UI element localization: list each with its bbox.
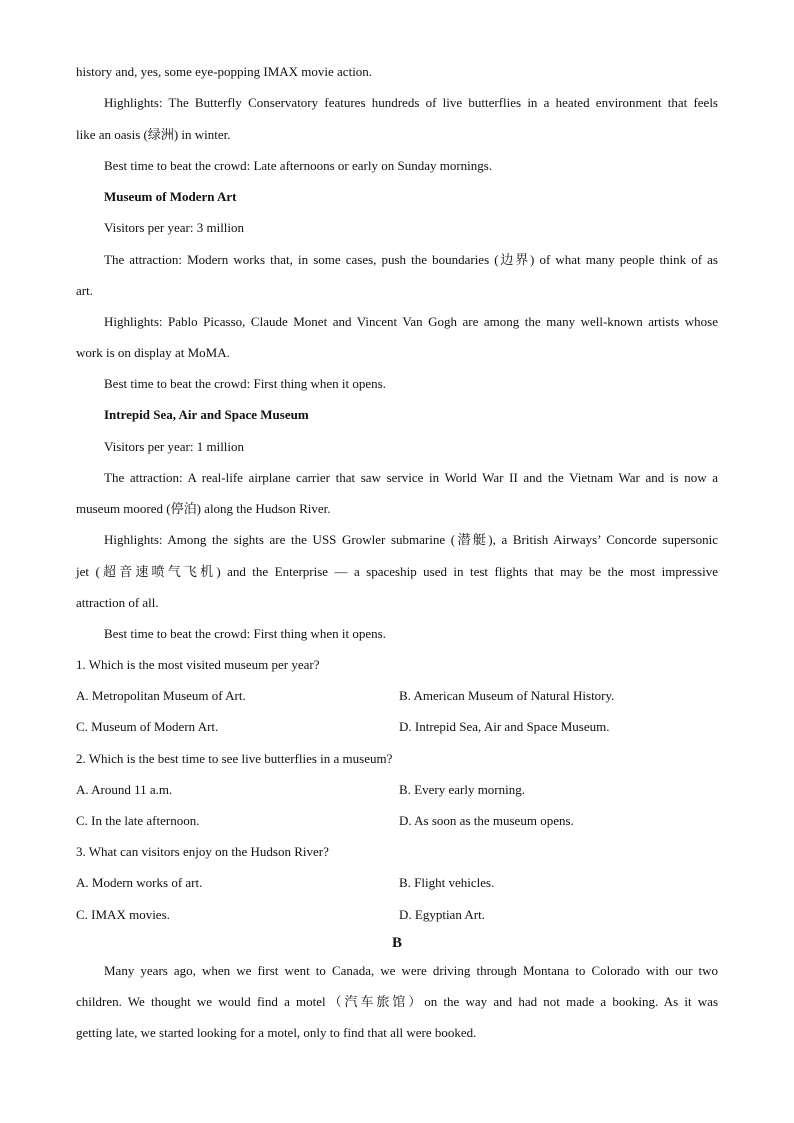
intrepid-highlights-line1: Highlights: Among the sights are the USS Growler submarine (潜艇), a British Airways’ Concorde supersonic [104,532,718,547]
intrepid-highlights-line2: jet (超音速喷气飞机) and the Enterprise — a spaceship used in test flights that may be the most impressive [76,564,718,579]
passage-b-line3: getting late, we started looking for a motel, only to find that all were booked. [76,1025,477,1040]
intro-tail-text: history and, yes, some eye-popping IMAX movie action. [76,64,373,79]
natural-history-highlights-line2: like an oasis (绿洲) in winter. [76,127,231,142]
question-2-option-b[interactable]: B. Every early morning. [399,782,525,797]
natural-history-best-time: Best time to beat the crowd: Late afternoons or early on Sunday mornings. [104,158,493,173]
moma-attraction-line1: The attraction: Modern works that, in some cases, push the boundaries (边界) of what many people think of as [104,252,718,267]
intrepid-highlights-line3: attraction of all. [76,595,159,610]
question-3-option-c[interactable]: C. IMAX movies. [76,907,170,922]
moma-title: Museum of Modern Art [104,189,237,204]
passage-b-line2: children. We thought we would find a motel（汽车旅馆）on the way and had not made a booking. As it was [76,994,718,1009]
moma-best-time: Best time to beat the crowd: First thing when it opens. [104,376,386,391]
passage-b-line1: Many years ago, when we first went to Canada, we were driving through Montana to Colorado with our two [104,963,718,978]
question-1-option-d[interactable]: D. Intrepid Sea, Air and Space Museum. [399,719,610,734]
question-2-option-d[interactable]: D. As soon as the museum opens. [399,813,574,828]
question-3-option-d[interactable]: D. Egyptian Art. [399,907,485,922]
question-1-option-b[interactable]: B. American Museum of Natural History. [399,688,615,703]
question-1-option-a[interactable]: A. Metropolitan Museum of Art. [76,688,246,703]
question-3-stem: 3. What can visitors enjoy on the Hudson River? [76,844,329,859]
intrepid-title: Intrepid Sea, Air and Space Museum [104,407,309,422]
question-2-option-c[interactable]: C. In the late afternoon. [76,813,200,828]
intrepid-visitors: Visitors per year: 1 million [104,439,245,454]
moma-attraction-line2: art. [76,283,93,298]
question-3-option-b[interactable]: B. Flight vehicles. [399,875,495,890]
natural-history-highlights-line1: Highlights: The Butterfly Conservatory features hundreds of live butterflies in a heated environment that feels [104,95,718,110]
passage-b-heading: B [391,935,402,951]
question-1-stem: 1. Which is the most visited museum per year? [76,657,320,672]
question-3-option-a[interactable]: A. Modern works of art. [76,875,203,890]
question-1-option-c[interactable]: C. Museum of Modern Art. [76,719,219,734]
intrepid-best-time: Best time to beat the crowd: First thing when it opens. [104,626,386,641]
intrepid-attraction-line1: The attraction: A real-life airplane carrier that saw service in World War II and the Vietnam War and is now a [104,470,718,485]
moma-highlights-line2: work is on display at MoMA. [76,345,230,360]
question-2-option-a[interactable]: A. Around 11 a.m. [76,782,173,797]
moma-visitors: Visitors per year: 3 million [104,220,245,235]
moma-highlights-line1: Highlights: Pablo Picasso, Claude Monet and Vincent Van Gogh are among the many well-known artists whose [104,314,718,329]
question-2-stem: 2. Which is the best time to see live butterflies in a museum? [76,751,393,766]
intrepid-attraction-line2: museum moored (停泊) along the Hudson River. [76,501,331,516]
